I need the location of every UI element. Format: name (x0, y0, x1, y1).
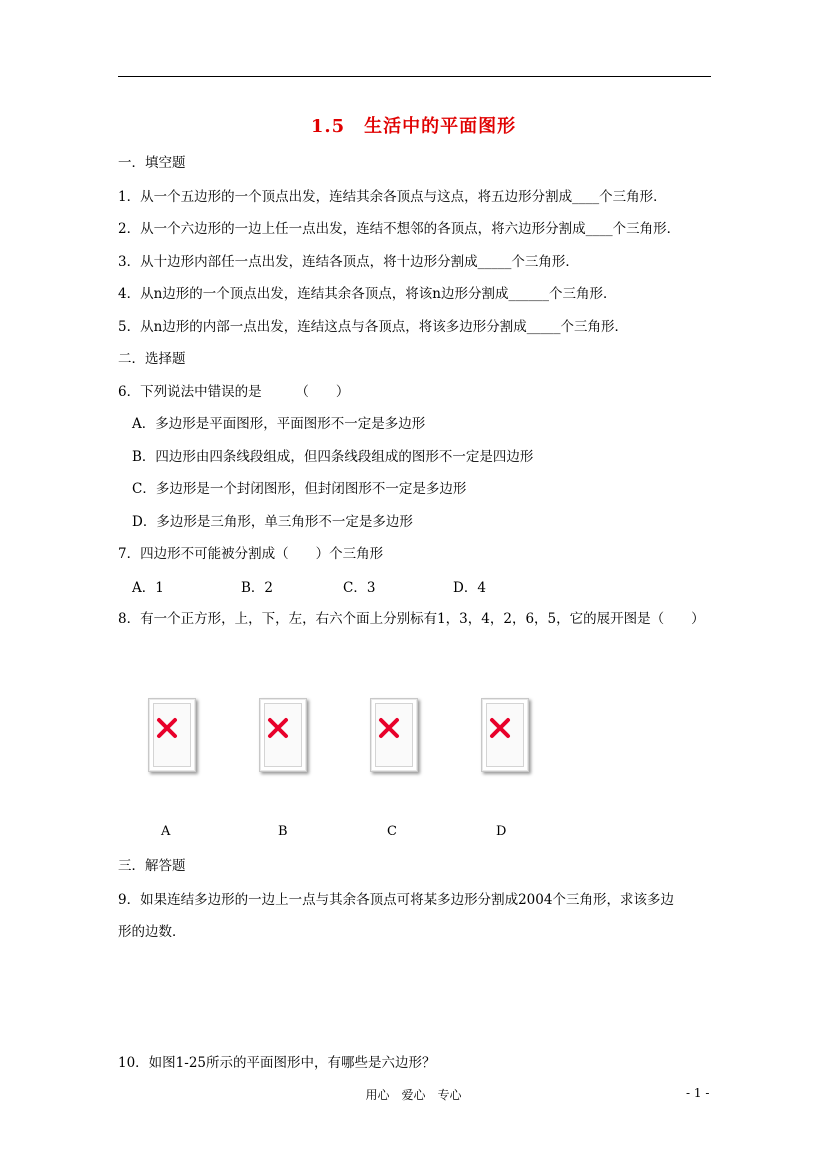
broken-image-icon (489, 717, 511, 739)
page-title: 1.5 生活中的平面图形 (310, 116, 517, 137)
figure-a-label: A (161, 824, 171, 839)
section-heading-fill-blank: 一．填空题 (118, 155, 186, 171)
question-4: 4．从n边形的一个顶点出发，连结其余各顶点，将该n边形分割成______个三角形． (118, 286, 617, 302)
figure-c-image (370, 698, 418, 772)
q7-option-b: B．2 (241, 580, 274, 596)
header-rule (118, 76, 711, 77)
question-2: 2．从一个六边形的一边上任一点出发，连结不想邻的各顶点，将六边形分割成____个三角形． (118, 221, 681, 237)
figure-a-image (148, 698, 196, 772)
figure-b-image (259, 698, 307, 772)
figure-b-label: B (278, 824, 288, 839)
q6-option-b: B．四边形由四条线段组成，但四条线段组成的图形不一定是四边形 (132, 449, 534, 465)
question-10: 10．如图1-25所示的平面图形中，有哪些是六边形？ (118, 1055, 436, 1071)
page-number: - 1 - (686, 1086, 710, 1100)
question-8: 8．有一个正方形，上，下，左，右六个面上分别标有1，3，4，2，6，5，它的展开图是（ ） (118, 611, 705, 627)
question-6: 6．下列说法中错误的是 （ ） (118, 384, 350, 400)
question-3: 3．从十边形内部任一点出发，连结各顶点，将十边形分割成_____个三角形． (118, 254, 579, 270)
question-9-continued: 形的边数． (118, 924, 186, 940)
q7-option-d: D．4 (453, 580, 486, 596)
page-footer: 用心 爱心 专心 (365, 1088, 462, 1102)
broken-image-icon (378, 717, 400, 739)
section-heading-multiple-choice: 二．选择题 (118, 351, 186, 367)
figure-c-label: C (387, 824, 397, 839)
question-7: 7．四边形不可能被分割成（ ）个三角形 (118, 546, 384, 562)
q6-option-a: A．多边形是平面图形，平面图形不一定是多边形 (132, 416, 426, 432)
q6-option-c: C．多边形是一个封闭图形，但封闭图形不一定是多边形 (132, 481, 467, 497)
q7-option-a: A．1 (132, 580, 164, 596)
figure-d-label: D (496, 824, 507, 839)
question-9: 9．如果连结多边形的一边上一点与其余各顶点可将某多边形分割成2004个三角形，求该多边 (118, 892, 674, 908)
section-heading-answer: 三．解答题 (118, 858, 186, 874)
q7-option-c: C．3 (343, 580, 376, 596)
question-5: 5．从n边形的内部一点出发，连结这点与各顶点，将该多边形分割成_____个三角形． (118, 319, 629, 335)
figure-d-image (481, 698, 529, 772)
broken-image-icon (156, 717, 178, 739)
q6-option-d: D．多边形是三角形，单三角形不一定是多边形 (132, 514, 413, 530)
question-1: 1．从一个五边形的一个顶点出发，连结其余各顶点与这点，将五边形分割成____个三角形． (118, 189, 667, 205)
broken-image-icon (267, 717, 289, 739)
